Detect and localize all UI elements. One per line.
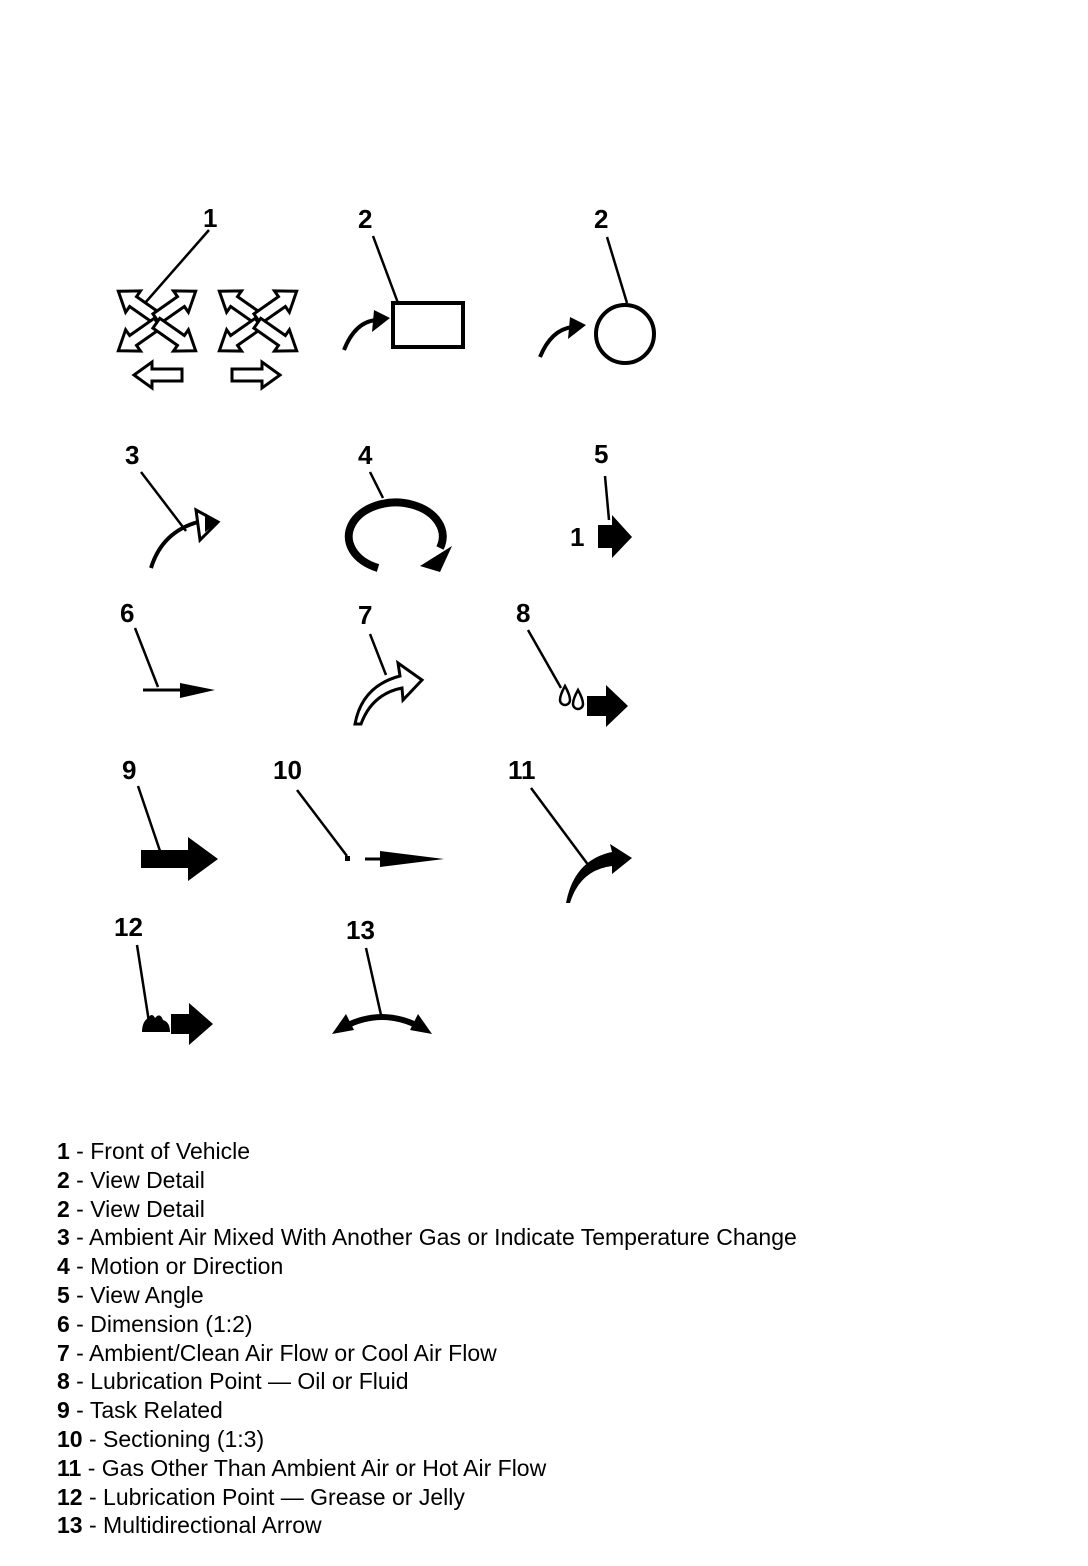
multidirectional-arrow-symbol — [332, 915, 432, 1034]
ambient-air-mixed-symbol — [125, 440, 218, 568]
legend-number: 6 — [57, 1310, 70, 1337]
legend-text: Motion or Direction — [90, 1253, 284, 1280]
leader-line-12 — [137, 945, 149, 1022]
legend-separator: - — [69, 1138, 91, 1164]
legend-separator: - — [82, 1483, 104, 1510]
view-detail-circle-symbol — [540, 204, 654, 363]
curved-arrow-icon — [151, 522, 198, 568]
leader-line-5 — [605, 476, 609, 520]
legend-separator: - — [69, 1224, 89, 1251]
section-dot — [345, 856, 350, 861]
leader-line-6 — [135, 628, 158, 687]
leader-line-7 — [370, 634, 386, 675]
section-arrowhead-icon — [380, 851, 444, 867]
legend-separator: - — [69, 1253, 91, 1280]
view-detail-box — [393, 303, 463, 347]
legend-text: Ambient Air Mixed With Another Gas or Indicate Temperature Change — [88, 1224, 797, 1251]
dimension-arrowhead-icon — [180, 683, 215, 698]
callout-9: 9 — [122, 755, 137, 785]
sectioning-symbol — [273, 755, 444, 867]
grease-blob-icon — [142, 1015, 170, 1032]
solid-arrow-icon — [141, 837, 218, 881]
callout-1: 1 — [203, 203, 218, 233]
hollow-curved-arrow-icon — [355, 663, 422, 724]
callout-6: 6 — [120, 598, 135, 628]
legend-item — [57, 1281, 797, 1310]
lubrication-grease-symbol — [114, 912, 213, 1045]
legend-separator: - — [82, 1512, 104, 1539]
legend-text: Front of Vehicle — [90, 1138, 251, 1164]
arrow-left-icon — [134, 362, 182, 388]
leader-line-2b — [607, 237, 627, 303]
callout-12: 12 — [114, 912, 143, 942]
arrow-right-icon — [232, 362, 280, 388]
leader-line-4 — [370, 472, 383, 498]
legend-item — [57, 1166, 797, 1195]
view-angle-symbol — [570, 439, 632, 558]
legend-number: 13 — [57, 1512, 83, 1539]
legend-separator: - — [69, 1339, 89, 1366]
arrowhead-left — [332, 1014, 354, 1034]
arrow-down-right-icon — [149, 313, 203, 362]
legend-number: 8 — [57, 1368, 70, 1395]
callout-13: 13 — [346, 915, 375, 945]
leader-line-8 — [528, 630, 561, 688]
legend-text: Gas Other Than Ambient Air or Hot Air Flow — [101, 1454, 547, 1481]
legend-text: Dimension (1:2) — [90, 1310, 253, 1337]
clean-air-flow-symbol — [355, 600, 422, 724]
legend-separator: - — [69, 1310, 91, 1337]
solid-curved-arrow-icon — [566, 844, 632, 903]
legend-separator: - — [81, 1454, 102, 1481]
solid-arrow-icon — [171, 1003, 213, 1045]
solid-arrow-icon — [598, 515, 632, 558]
legend-text: Lubrication Point — Oil or Fluid — [90, 1368, 409, 1395]
leader-line-2a — [373, 236, 398, 303]
legend-list — [57, 1137, 797, 1540]
dimension-symbol — [120, 598, 215, 698]
legend-number: 1 — [57, 1138, 70, 1164]
view-detail-circle — [596, 305, 654, 363]
lubrication-oil-symbol — [516, 598, 628, 727]
circular-arrow-icon — [349, 503, 443, 568]
legend-separator: - — [69, 1166, 91, 1193]
legend-number: 10 — [57, 1425, 83, 1452]
legend-item — [57, 1137, 797, 1166]
arrowhead — [568, 317, 586, 339]
legend-separator: - — [69, 1397, 90, 1424]
legend-item — [57, 1425, 797, 1454]
legend-number: 12 — [57, 1483, 83, 1510]
leader-line-9 — [138, 786, 160, 851]
legend-separator: - — [69, 1368, 91, 1395]
legend-number: 5 — [57, 1281, 70, 1308]
legend-item — [57, 1252, 797, 1281]
legend-item — [57, 1454, 797, 1483]
view-detail-rect-symbol — [344, 204, 463, 350]
legend-separator: - — [69, 1281, 91, 1308]
callout-11: 11 — [508, 755, 536, 785]
legend-number: 2 — [57, 1166, 70, 1193]
solid-arrow-icon — [587, 685, 628, 727]
callout-4: 4 — [358, 440, 373, 470]
legend-text: Multidirectional Arrow — [103, 1512, 322, 1539]
legend-number: 3 — [57, 1224, 70, 1251]
leader-line-13 — [366, 948, 381, 1015]
legend-number: 2 — [57, 1195, 70, 1222]
front-of-vehicle-symbol — [111, 203, 304, 388]
legend-separator: - — [69, 1195, 91, 1222]
motion-direction-symbol — [349, 440, 452, 572]
arc-arrow-icon — [344, 1017, 420, 1027]
legend-separator: - — [82, 1425, 104, 1452]
callout-2a: 2 — [358, 204, 373, 234]
legend-item — [57, 1195, 797, 1224]
legend-text: View Detail — [90, 1166, 205, 1193]
legend-number: 11 — [57, 1454, 82, 1481]
legend-text: View Angle — [90, 1281, 204, 1308]
task-related-symbol — [122, 755, 218, 881]
curved-arrow-icon — [540, 327, 572, 357]
legend-item — [57, 1310, 797, 1339]
curved-arrow-icon — [344, 320, 376, 350]
view-angle-number: 1 — [570, 522, 585, 552]
legend-text: View Detail — [90, 1195, 205, 1222]
legend-text: Task Related — [89, 1397, 223, 1424]
leader-line-11 — [531, 788, 589, 866]
callout-10: 10 — [273, 755, 302, 785]
legend-item — [57, 1339, 797, 1368]
legend-text: Lubrication Point — Grease or Jelly — [103, 1483, 465, 1510]
leader-line-10 — [297, 790, 347, 856]
arrowhead — [420, 546, 452, 572]
legend-item — [57, 1223, 797, 1252]
legend-item — [57, 1396, 797, 1425]
legend-number: 9 — [57, 1397, 70, 1424]
legend-item — [57, 1511, 797, 1540]
callout-2b: 2 — [594, 204, 609, 234]
oil-drop-icon — [560, 686, 570, 705]
callout-5: 5 — [594, 439, 609, 469]
arrow-down-right-icon — [250, 313, 304, 362]
legend-number: 7 — [57, 1339, 70, 1366]
callout-7: 7 — [358, 600, 373, 630]
callout-3: 3 — [125, 440, 140, 470]
legend-number: 4 — [57, 1253, 70, 1280]
arrowhead-right — [410, 1014, 432, 1034]
oil-drop-icon — [573, 690, 583, 709]
legend-item — [57, 1367, 797, 1396]
leader-line-3 — [141, 472, 186, 531]
legend-text: Ambient/Clean Air Flow or Cool Air Flow — [88, 1339, 497, 1366]
hot-air-flow-symbol — [508, 755, 632, 903]
arrowhead — [372, 310, 390, 332]
callout-8: 8 — [516, 598, 531, 628]
legend-text: Sectioning (1:3) — [103, 1425, 265, 1452]
legend-item — [57, 1483, 797, 1512]
